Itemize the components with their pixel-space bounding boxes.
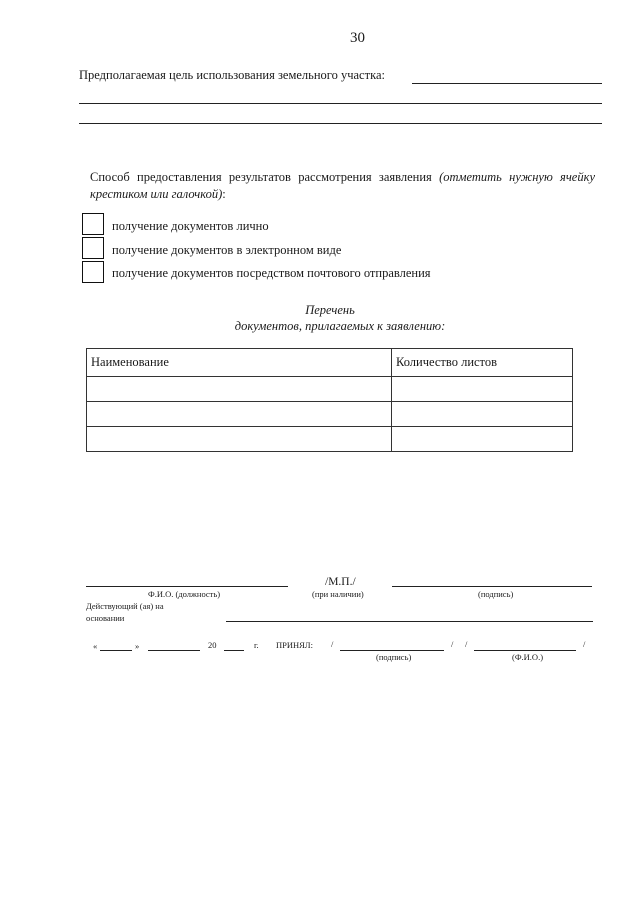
option-mail-label: получение документов посредством почтового отправления [112, 266, 431, 280]
option-in-person-label: получение документов лично [112, 219, 269, 233]
accepted-slash-1: / [331, 639, 334, 649]
documents-table [86, 348, 573, 452]
date-year-prefix: 20 [208, 640, 217, 650]
mp-mark: /М.П./ [325, 576, 356, 588]
date-month-line[interactable] [148, 650, 200, 651]
delivery-intro [90, 169, 595, 203]
accepted-fio-label: (Ф.И.О.) [512, 652, 544, 662]
accepted-signature-label: (подпись) [376, 652, 412, 662]
table-cell-pages[interactable] [392, 427, 573, 452]
table-cell-name[interactable] [87, 402, 392, 427]
delivery-intro-note: (отметить нужную ячейку крестиком или галочкой) [90, 170, 595, 201]
signature-label: (подпись) [478, 589, 514, 599]
option-mail-checkbox[interactable] [82, 261, 104, 283]
column-header-name: Наименование [87, 349, 392, 377]
accepted-slash-4: / [583, 639, 586, 649]
purpose-field-line-3[interactable] [79, 123, 602, 124]
date-quote-close: » [135, 641, 140, 651]
delivery-intro-text: Способ предоставления результатов рассмотрения заявления [90, 170, 440, 184]
option-electronic-label: получение документов в электронном виде [112, 243, 342, 257]
table-row [87, 402, 573, 427]
accepted-slash-3: / [465, 639, 468, 649]
table-cell-name[interactable] [87, 377, 392, 402]
option-in-person-checkbox[interactable] [82, 213, 104, 235]
basis-label: Действующий (ая) на основании [86, 601, 164, 623]
accepted-slash-2: / [451, 639, 454, 649]
column-header-pages: Количество листов [392, 349, 573, 377]
fio-label: Ф.И.О. (должность) [148, 589, 221, 599]
date-quote-open: « [93, 641, 98, 651]
table-cell-name[interactable] [87, 427, 392, 452]
fio-line[interactable] [86, 586, 288, 587]
signature-line[interactable] [392, 586, 592, 587]
table-cell-pages[interactable] [392, 402, 573, 427]
accepted-label: ПРИНЯЛ: [276, 640, 313, 650]
purpose-field-line-2[interactable] [79, 103, 602, 104]
mp-note: (при наличии) [312, 589, 364, 599]
page-number: 30 [350, 30, 365, 46]
table-cell-pages[interactable] [392, 377, 573, 402]
accepted-signature-line[interactable] [340, 650, 444, 651]
purpose-label: Предполагаемая цель использования земельного участка: [79, 68, 385, 82]
purpose-field-line-1[interactable] [412, 83, 602, 84]
delivery-intro-end: : [222, 187, 226, 201]
table-row [87, 377, 573, 402]
basis-line[interactable] [226, 621, 593, 622]
accepted-fio-line[interactable] [474, 650, 576, 651]
date-year-suffix: г. [254, 640, 259, 650]
table-header-row [87, 349, 573, 377]
date-year-line[interactable] [224, 650, 244, 651]
table-row [87, 427, 573, 452]
date-day-line[interactable] [100, 650, 132, 651]
option-electronic-checkbox[interactable] [82, 237, 104, 259]
documents-title: Перечень [305, 303, 355, 317]
documents-subtitle: документов, прилагаемых к заявлению: [234, 319, 446, 333]
